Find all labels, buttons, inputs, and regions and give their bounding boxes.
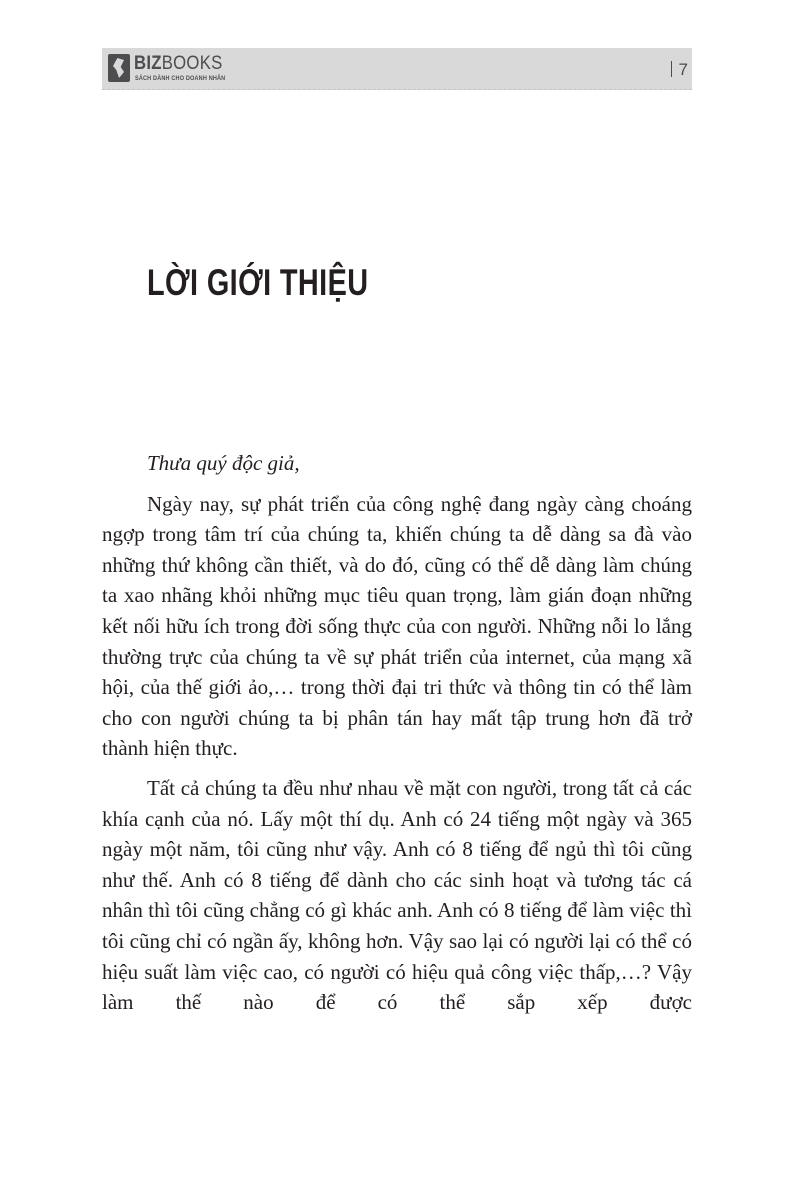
bizbooks-logo-icon	[108, 54, 130, 82]
publisher-logo	[134, 54, 223, 74]
paragraph: Tất cả chúng ta đều như nhau về mặt con người, trong tất cả các khía cạnh của nó. Lấy một thí dụ. Anh có 24 tiếng một ngày và 365 ngày một năm, tôi cũng như vậy. Anh có 8 tiếng để ngủ thì tôi cũng như thế. Anh có 8 tiếng để dành cho các sinh hoạt và tương tác cá nhân thì tôi cũng chẳng có gì khác anh. Anh có 8 tiếng để làm việc thì tôi cũng chỉ có ngần ấy, không hơn. Vậy sao lại có người lại có thể có hiệu suất làm việc cao, có người có hiệu quả công việc thấp,…? Vậy làm thế nào để có thể sắp xếp được	[102, 775, 692, 1015]
chapter-title: LỜI GIỚI THIỆU	[147, 262, 369, 303]
page-number-separator	[671, 61, 672, 77]
logo-brand-light: BOOKS	[161, 53, 223, 74]
body-text	[102, 448, 692, 1027]
salutation: Thưa quý độc giả,	[147, 451, 300, 475]
logo-brand-bold: BIZ	[134, 53, 162, 74]
page-number-value: 7	[678, 60, 688, 79]
running-header	[102, 48, 692, 90]
logo-tagline: SÁCH DÀNH CHO DOANH NHÂN	[135, 75, 226, 82]
paragraph: Ngày nay, sự phát triển của công nghệ đang ngày càng choáng ngợp trong tâm trí của chúng ta, khiến chúng ta dễ dàng sa đà vào những thứ không cần thiết, và do đó, cũng có thể dễ dàng làm chúng ta xao nhãng khỏi những mục tiêu quan trọng, làm gián đoạn những kết nối hữu ích trong đời sống thực của con người. Những nỗi lo lắng thường trực của chúng ta về sự phát triển của internet, của mạng xã hội, của thế giới ảo,… trong thời đại tri thức và thông tin có thể làm cho con người chúng ta bị phân tán hay mất tập trung hơn đã trở thành hiện thực.	[102, 491, 692, 761]
page-number	[671, 61, 688, 79]
